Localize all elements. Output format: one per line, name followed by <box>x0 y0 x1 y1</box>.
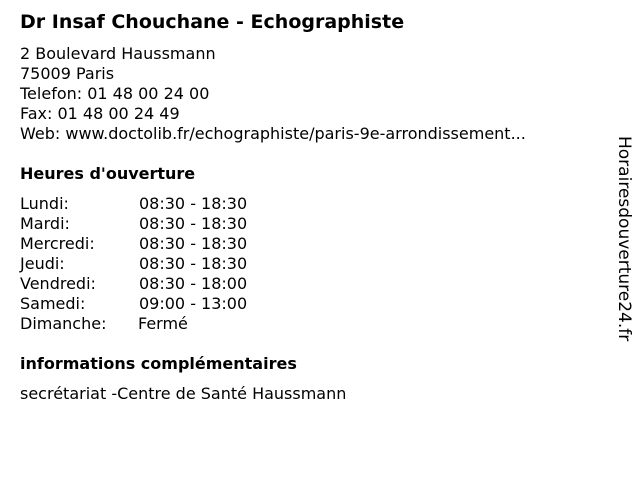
time-range: 08:30 - 18:30 <box>139 214 248 233</box>
time-range: 08:30 - 18:30 <box>139 194 248 213</box>
page-title: Dr Insaf Chouchane - Echographiste <box>20 11 405 33</box>
fax-number: Fax: 01 48 00 24 49 <box>20 104 180 123</box>
time-range: 08:30 - 18:30 <box>139 234 248 253</box>
watermark-text: Horairesdouverture24.fr <box>614 136 634 342</box>
phone-number: Telefon: 01 48 00 24 00 <box>20 84 210 103</box>
hours-row-tuesday <box>20 214 320 234</box>
time-range: 08:30 - 18:00 <box>139 274 248 293</box>
hours-row-saturday <box>20 294 320 314</box>
closed-label: Fermé <box>138 314 188 333</box>
day-label: Dimanche: <box>20 314 107 333</box>
opening-hours-heading: Heures d'ouverture <box>20 164 196 183</box>
opening-hours-table <box>20 194 320 334</box>
hours-row-wednesday <box>20 234 320 254</box>
day-label: Vendredi: <box>20 274 96 293</box>
time-range: 09:00 - 13:00 <box>139 294 248 313</box>
address-city: 75009 Paris <box>20 64 115 83</box>
time-range: 08:30 - 18:30 <box>139 254 248 273</box>
day-label: Lundi: <box>20 194 69 213</box>
site-watermark <box>612 136 636 372</box>
day-label: Jeudi: <box>20 254 65 273</box>
hours-row-sunday <box>20 314 320 334</box>
hours-row-friday <box>20 274 320 294</box>
day-label: Mardi: <box>20 214 70 233</box>
additional-info-text: secrétariat -Centre de Santé Haussmann <box>20 384 347 403</box>
website-link[interactable]: Web: www.doctolib.fr/echographiste/paris-9e-arrondissement... <box>20 124 526 143</box>
additional-info-heading: informations complémentaires <box>20 354 297 373</box>
hours-row-monday <box>20 194 320 214</box>
day-label: Mercredi: <box>20 234 95 253</box>
day-label: Samedi: <box>20 294 86 313</box>
hours-row-thursday <box>20 254 320 274</box>
address-street: 2 Boulevard Haussmann <box>20 44 216 63</box>
contact-block <box>20 44 526 144</box>
